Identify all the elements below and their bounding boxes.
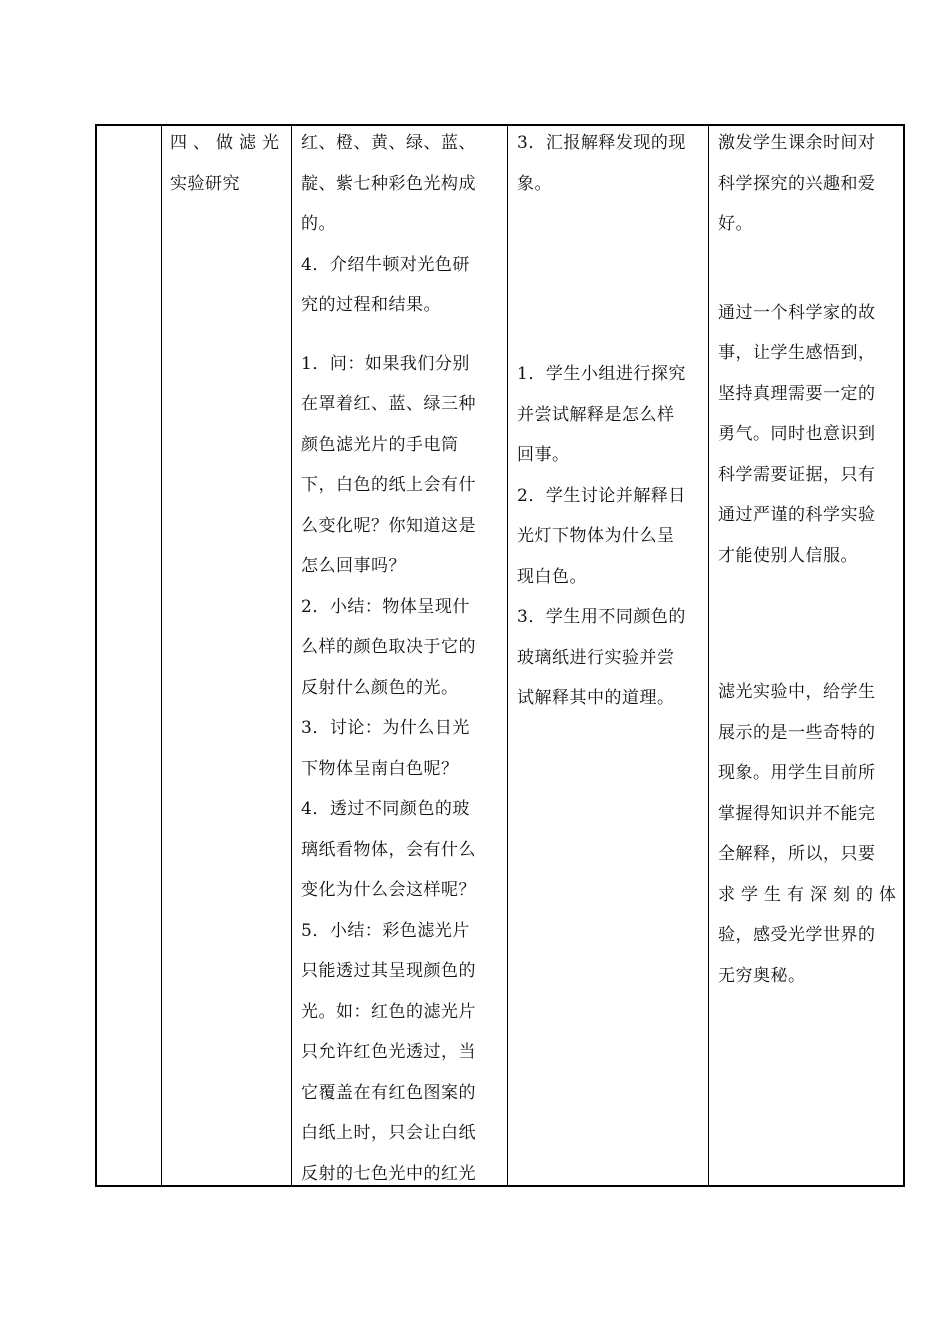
stage-cell <box>170 123 286 204</box>
text-line: 只能透过其呈现颜色的 <box>301 961 476 981</box>
text-line: 在罩着红、蓝、绿三种 <box>301 394 476 414</box>
text-line: 的。 <box>301 214 336 234</box>
text-line: 5．小结：彩色滤光片 <box>301 920 470 941</box>
text-line: 全解释，所以，只要 <box>718 844 876 864</box>
text-line: 科学需要证据，只有 <box>718 464 876 485</box>
text-line: 并尝试解释是怎么样 <box>517 404 675 425</box>
text-line: 么样的颜色取决于它的 <box>301 637 476 657</box>
stage-line: 四、做滤光 <box>170 133 285 153</box>
text-line: 反射什么颜色的光。 <box>301 677 459 698</box>
text-line: 3．汇报解释发现的现 <box>517 133 686 153</box>
text-line: 靛、紫七种彩色光构成 <box>301 173 476 194</box>
text-line: 现白色。 <box>517 566 587 587</box>
text-line: 怎么回事吗？ <box>301 556 406 576</box>
text-line: 好。 <box>718 214 753 234</box>
text-line: 红、橙、黄、绿、蓝、 <box>301 133 476 153</box>
text-line: 1．学生小组进行探究 <box>517 364 686 384</box>
text-line: 4．透过不同颜色的玻 <box>301 799 470 819</box>
student-activity-cell <box>517 123 702 719</box>
text-line: 科学探究的兴趣和爱 <box>718 173 876 194</box>
text-line: 验，感受光学世界的 <box>718 925 876 945</box>
teacher-activity-cell <box>301 123 501 1194</box>
text-line: 颜色滤光片的手电筒 <box>301 434 459 455</box>
text-line: 究的过程和结果。 <box>301 295 441 315</box>
text-line: 下，白色的纸上会有什 <box>301 475 476 495</box>
text-line: 激发学生课余时间对 <box>718 133 876 153</box>
text-line: 它覆盖在有红色图案的 <box>301 1082 476 1103</box>
text-line: 1．问：如果我们分别 <box>301 353 470 374</box>
text-line: 只允许红色光透过，当 <box>301 1042 476 1062</box>
design-intent-cell <box>718 123 901 996</box>
text-line: 光灯下物体为什么呈 <box>517 526 675 546</box>
stage-line: 实验研究 <box>170 173 240 194</box>
text-line: 3．学生用不同颜色的 <box>517 607 686 627</box>
text-line: 掌握得知识并不能完 <box>718 803 876 824</box>
text-line: 通过一个科学家的故 <box>718 302 876 323</box>
text-line: 反射的七色光中的红光 <box>301 1163 476 1184</box>
text-line: 变化为什么会这样呢？ <box>301 880 476 900</box>
text-line: 展示的是一些奇特的 <box>718 722 876 743</box>
column-divider <box>161 126 162 1185</box>
text-line: 下物体呈南白色呢？ <box>301 758 459 779</box>
text-line: 回事。 <box>517 445 570 465</box>
text-line: 璃纸看物体，会有什么 <box>301 839 476 860</box>
text-line: 白纸上时，只会让白纸 <box>301 1123 476 1143</box>
text-line: 光。如：红色的滤光片 <box>301 1001 476 1022</box>
text-line: 勇气。同时也意识到 <box>718 424 876 444</box>
text-line: 3．讨论：为什么日光 <box>301 718 470 738</box>
text-line: 现象。用学生目前所 <box>718 763 876 783</box>
column-divider <box>708 126 709 1185</box>
text-line: 坚持真理需要一定的 <box>718 383 876 404</box>
text-line: 试解释其中的道理。 <box>517 688 675 708</box>
text-line: 2．小结：物体呈现什 <box>301 596 470 617</box>
text-line: 2．学生讨论并解释日 <box>517 485 686 506</box>
text-line: 滤光实验中，给学生 <box>718 682 876 702</box>
text-line: 么变化呢？你知道这是 <box>301 515 476 536</box>
text-line: 玻璃纸进行实验并尝 <box>517 647 675 668</box>
text-line: 通过严谨的科学实验 <box>718 505 876 525</box>
text-line: 才能使别人信服。 <box>718 545 858 566</box>
column-divider <box>507 126 508 1185</box>
text-line: 象。 <box>517 173 552 194</box>
text-line: 事，让学生感悟到， <box>718 343 876 363</box>
text-line: 无穷奥秘。 <box>718 965 806 986</box>
text-line: 4．介绍牛顿对光色研 <box>301 254 470 275</box>
text-line: 求学生有深刻的体 <box>718 884 902 905</box>
lesson-plan-table <box>95 124 905 1187</box>
column-divider <box>291 126 292 1185</box>
